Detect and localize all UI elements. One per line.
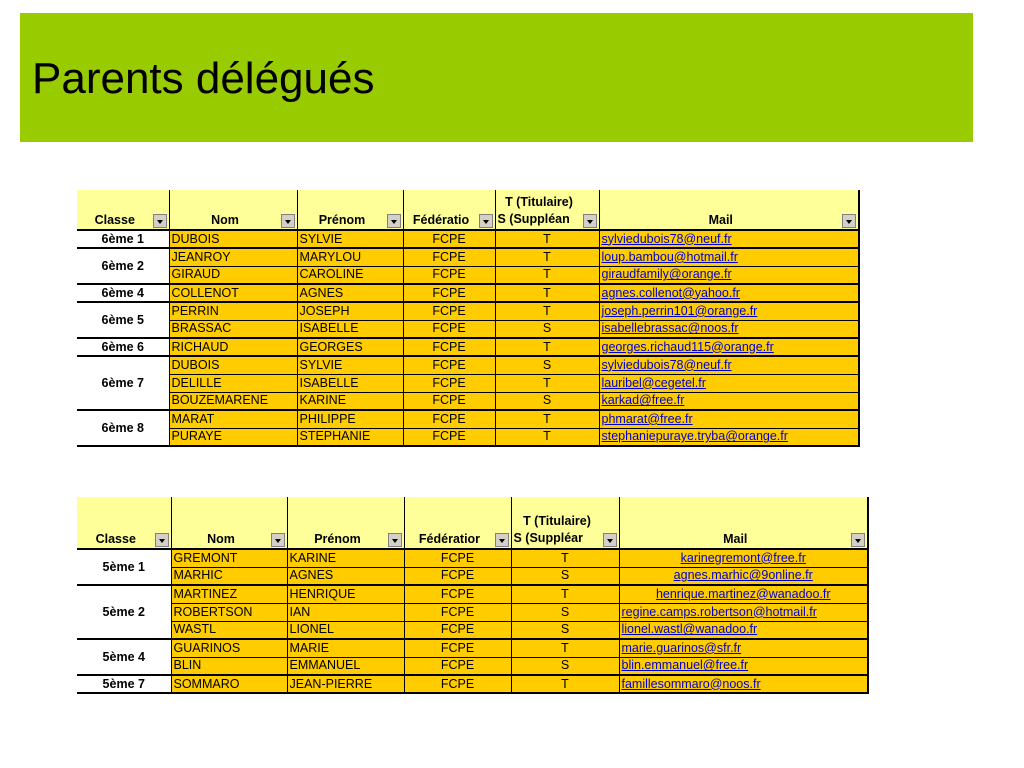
nom-cell: MARHIC [171, 567, 287, 585]
federation-cell: FCPE [404, 657, 511, 675]
status-cell: T [495, 248, 599, 266]
status-cell: S [495, 392, 599, 410]
table-row [77, 549, 868, 567]
table-row [77, 338, 859, 356]
nom-cell: MARAT [169, 410, 297, 428]
classe-cell: 6ème 1 [77, 230, 169, 248]
table-row [77, 675, 868, 693]
federation-cell: FCPE [403, 248, 495, 266]
nom-cell: ROBERTSON [171, 603, 287, 621]
status-cell: T [511, 585, 619, 603]
federation-cell: FCPE [404, 567, 511, 585]
prenom-cell: IAN [287, 603, 404, 621]
filter-dropdown-icon[interactable] [495, 533, 509, 547]
prenom-cell: KARINE [297, 392, 403, 410]
table-row [77, 657, 868, 675]
mail-cell [599, 248, 859, 266]
federation-cell: FCPE [404, 549, 511, 567]
mail-link[interactable]: sylviedubois78@neuf.fr [601, 231, 732, 246]
mail-link[interactable]: loup.bambou@hotmail.fr [601, 249, 738, 264]
status-cell: T [495, 266, 599, 284]
federation-cell: FCPE [403, 284, 495, 302]
mail-link[interactable]: agnes.marhic@9online.fr [673, 568, 813, 583]
prenom-cell: SYLVIE [297, 356, 403, 374]
mail-cell [619, 657, 868, 675]
prenom-cell: MARIE [287, 639, 404, 657]
federation-cell: FCPE [403, 302, 495, 320]
classe-cell: 6ème 6 [77, 338, 169, 356]
prenom-cell: GEORGES [297, 338, 403, 356]
mail-link[interactable]: marie.guarinos@sfr.fr [621, 640, 742, 655]
nom-cell: DUBOIS [169, 230, 297, 248]
table-row [77, 603, 868, 621]
status-cell: T [511, 639, 619, 657]
filter-dropdown-icon[interactable] [851, 533, 865, 547]
mail-cell [599, 428, 859, 446]
mail-link[interactable]: blin.emmanuel@free.fr [621, 658, 749, 673]
filter-dropdown-icon[interactable] [387, 214, 401, 228]
status-cell: T [495, 428, 599, 446]
prenom-cell: CAROLINE [297, 266, 403, 284]
header-classe: Classe [77, 190, 169, 230]
status-cell: S [511, 603, 619, 621]
table-row [77, 585, 868, 603]
table-row [77, 567, 868, 585]
filter-dropdown-icon[interactable] [271, 533, 285, 547]
federation-cell: FCPE [404, 639, 511, 657]
mail-cell [599, 320, 859, 338]
nom-cell: WASTL [171, 621, 287, 639]
table-row [77, 230, 859, 248]
prenom-cell: EMMANUEL [287, 657, 404, 675]
status-cell: T [495, 284, 599, 302]
table-body [77, 230, 859, 446]
table-5eme [77, 497, 869, 694]
federation-cell: FCPE [403, 428, 495, 446]
mail-cell [619, 639, 868, 657]
mail-link[interactable]: regine.camps.robertson@hotmail.fr [621, 604, 817, 619]
status-cell: S [511, 621, 619, 639]
mail-link[interactable]: stephaniepuraye.tryba@orange.fr [601, 429, 788, 444]
table-row [77, 302, 859, 320]
prenom-cell: AGNES [287, 567, 404, 585]
prenom-cell: AGNES [297, 284, 403, 302]
status-cell: S [511, 567, 619, 585]
mail-link[interactable]: famillesommaro@noos.fr [621, 676, 761, 691]
mail-link[interactable]: isabellebrassac@noos.fr [601, 321, 739, 336]
slide-title: Parents délégués [32, 54, 375, 103]
prenom-cell: SYLVIE [297, 230, 403, 248]
nom-cell: COLLENOT [169, 284, 297, 302]
table-row [77, 356, 859, 374]
nom-cell: PURAYE [169, 428, 297, 446]
mail-link[interactable]: agnes.collenot@yahoo.fr [601, 285, 740, 300]
federation-cell: FCPE [403, 410, 495, 428]
prenom-cell: PHILIPPE [297, 410, 403, 428]
mail-cell [599, 284, 859, 302]
table-row [77, 410, 859, 428]
federation-cell: FCPE [403, 374, 495, 392]
status-cell: T [495, 302, 599, 320]
table-row [77, 392, 859, 410]
nom-cell: BLIN [171, 657, 287, 675]
header-titulaire-suppleant: T (Titulaire) S (Suppléar [511, 497, 619, 549]
status-cell: S [495, 356, 599, 374]
mail-cell [619, 585, 868, 603]
mail-link[interactable]: giraudfamily@orange.fr [601, 267, 732, 282]
federation-cell: FCPE [403, 266, 495, 284]
classe-cell: 5ème 7 [77, 675, 171, 693]
classe-cell: 6ème 5 [77, 302, 169, 338]
status-cell: S [511, 657, 619, 675]
federation-cell: FCPE [403, 356, 495, 374]
federation-cell: FCPE [403, 338, 495, 356]
table-row [77, 266, 859, 284]
mail-cell [599, 230, 859, 248]
header-titulaire-suppleant: T (Titulaire) S (Suppléan [495, 190, 599, 230]
classe-cell: 6ème 7 [77, 356, 169, 410]
mail-cell [619, 621, 868, 639]
table-row [77, 284, 859, 302]
nom-cell: DELILLE [169, 374, 297, 392]
table-row [77, 428, 859, 446]
prenom-cell: JEAN-PIERRE [287, 675, 404, 693]
classe-cell: 5ème 4 [77, 639, 171, 675]
classe-cell: 5ème 1 [77, 549, 171, 585]
mail-cell [599, 266, 859, 284]
header-nom: Nom [171, 497, 287, 549]
header-prenom: Prénom [287, 497, 404, 549]
nom-cell: JEANROY [169, 248, 297, 266]
table-row [77, 374, 859, 392]
table-body [77, 549, 868, 693]
mail-link[interactable]: joseph.perrin101@orange.fr [601, 303, 758, 318]
federation-cell: FCPE [404, 603, 511, 621]
header-federation: Fédératio [403, 190, 495, 230]
filter-dropdown-icon[interactable] [388, 533, 402, 547]
title-bar [20, 13, 973, 142]
mail-cell [599, 410, 859, 428]
nom-cell: MARTINEZ [171, 585, 287, 603]
header-nom: Nom [169, 190, 297, 230]
filter-dropdown-icon[interactable] [281, 214, 295, 228]
nom-cell: BRASSAC [169, 320, 297, 338]
mail-link[interactable]: karkad@free.fr [601, 393, 685, 408]
filter-dropdown-icon[interactable] [603, 533, 617, 547]
prenom-cell: ISABELLE [297, 320, 403, 338]
header-prenom: Prénom [297, 190, 403, 230]
nom-cell: RICHAUD [169, 338, 297, 356]
header-mail: Mail [619, 497, 868, 549]
nom-cell: DUBOIS [169, 356, 297, 374]
table-row [77, 248, 859, 266]
filter-dropdown-icon[interactable] [155, 533, 169, 547]
classe-cell: 5ème 2 [77, 585, 171, 639]
nom-cell: GIRAUD [169, 266, 297, 284]
mail-cell [599, 392, 859, 410]
status-cell: T [495, 230, 599, 248]
prenom-cell: LIONEL [287, 621, 404, 639]
filter-dropdown-icon[interactable] [479, 214, 493, 228]
mail-link[interactable]: phmarat@free.fr [601, 411, 693, 426]
mail-link[interactable]: georges.richaud115@orange.fr [601, 339, 774, 354]
table-6eme [77, 190, 860, 447]
status-cell: T [511, 549, 619, 567]
status-cell: T [495, 374, 599, 392]
status-cell: T [511, 675, 619, 693]
header-classe: Classe [77, 497, 171, 549]
federation-cell: FCPE [403, 230, 495, 248]
filter-dropdown-icon[interactable] [153, 214, 167, 228]
filter-dropdown-icon[interactable] [583, 214, 597, 228]
prenom-cell: JOSEPH [297, 302, 403, 320]
prenom-cell: ISABELLE [297, 374, 403, 392]
nom-cell: PERRIN [169, 302, 297, 320]
nom-cell: BOUZEMARENE [169, 392, 297, 410]
table-row [77, 621, 868, 639]
mail-link[interactable]: karinegremont@free.fr [680, 550, 806, 565]
mail-link[interactable]: lauribel@cegetel.fr [601, 375, 706, 390]
federation-cell: FCPE [404, 585, 511, 603]
status-cell: S [495, 320, 599, 338]
mail-cell [619, 549, 868, 567]
table-row [77, 320, 859, 338]
status-cell: T [495, 410, 599, 428]
status-cell: T [495, 338, 599, 356]
mail-cell [599, 338, 859, 356]
header-mail: Mail [599, 190, 859, 230]
mail-cell [599, 302, 859, 320]
federation-cell: FCPE [403, 392, 495, 410]
classe-cell: 6ème 2 [77, 248, 169, 284]
filter-dropdown-icon[interactable] [842, 214, 856, 228]
prenom-cell: STEPHANIE [297, 428, 403, 446]
mail-cell [599, 356, 859, 374]
classe-cell: 6ème 4 [77, 284, 169, 302]
classe-cell: 6ème 8 [77, 410, 169, 446]
nom-cell: SOMMARO [171, 675, 287, 693]
prenom-cell: HENRIQUE [287, 585, 404, 603]
federation-cell: FCPE [404, 675, 511, 693]
mail-cell [619, 675, 868, 693]
federation-cell: FCPE [403, 320, 495, 338]
mail-link[interactable]: henrique.martinez@wanadoo.fr [655, 586, 831, 601]
nom-cell: GUARINOS [171, 639, 287, 657]
prenom-cell: KARINE [287, 549, 404, 567]
mail-link[interactable]: sylviedubois78@neuf.fr [601, 357, 732, 372]
mail-cell [619, 603, 868, 621]
mail-cell [619, 567, 868, 585]
mail-cell [599, 374, 859, 392]
table-row [77, 639, 868, 657]
mail-link[interactable]: lionel.wastl@wanadoo.fr [621, 622, 758, 637]
prenom-cell: MARYLOU [297, 248, 403, 266]
nom-cell: GREMONT [171, 549, 287, 567]
federation-cell: FCPE [404, 621, 511, 639]
header-federation: Fédératior [404, 497, 511, 549]
